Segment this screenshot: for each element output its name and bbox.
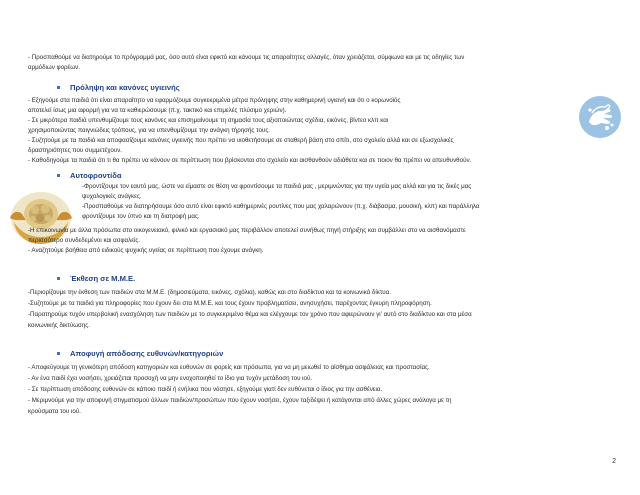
body-line: - Αποφεύγουμε τη γενικότερη απόδοση κατηγοριών και ευθυνών σε φορείς και πρόσωπα, για να μη μειωθεί το αίσθημα ασφάλειας και προστασίας.	[28, 364, 430, 371]
body-line: φροντίζουμε τον ύπνο και τη διατροφή μας.	[82, 213, 200, 220]
bullet-marker	[57, 352, 60, 355]
body-line: χρησιμοποιώντας παιγνιώδεις τρόπους, για να υπενθυμίζουμε την ανάγκη τήρησής τους.	[28, 127, 271, 134]
bullet-marker	[57, 86, 60, 89]
body-line: αποτελεί ίσως μια αφορμή για να τα καθιερώσουμε (π.χ. τακτικό και επιμελές πλύσιμο χεριών).	[28, 107, 287, 114]
page-number: 2	[612, 458, 616, 465]
section-heading-media: Έκθεση σε Μ.Μ.Ε.	[70, 274, 136, 283]
body-line: κοινωνικής δικτύωσης.	[28, 322, 90, 329]
body-line: -Συζητούμε με τα παιδιά για πληροφορίες που έχουν δει στα Μ.Μ.Ε. και τους έχουν προβληματίσει, ανησυχήσει, παρέχοντας έγκυρη πληροφόρηση.	[28, 300, 432, 307]
body-line: δραστηριότητες που συμμετέχουν.	[28, 147, 123, 154]
body-line: - Σε περίπτωση απόδοσης ευθυνών σε κάποιο παιδί ή ενήλικα που νόσησε, εξηγούμε γιατί δεν ευθύνεται ο ίδιος για την ασθένεια.	[28, 386, 383, 393]
body-line: - Καθοδηγούμε τα παιδιά ότι τι θα πρέπει να κάνουν σε περίπτωση που βρίσκονται στο σχολείο και αισθανθούν αδιάθετα και σε ποιον θα πρέπει να απευθυνθούν.	[28, 157, 472, 164]
body-line: - Αν ένα παιδί έχει νοσήσει, χρειάζεται προσοχή να μην ενοχοποιηθεί το ίδιο για τυχόν μετάδοση του ιού.	[28, 375, 313, 382]
section-heading-prevention: Πρόληψη και κανόνες υγιεινής	[70, 83, 180, 92]
body-line: - Συζητούμε με τα παιδιά και αποφασίζουμε κανόνες υγιεινής που πρέπει να υιοθετήσουμε σε σταθερή βάση στο σπίτι, στο σχολείο αλλά και σε εξωσχολικές	[28, 137, 454, 144]
body-line: - Σε μικρότερα παιδιά υπενθυμίζουμε τους κανόνες και επισημαίνουμε τη σημασία τους αξιοποιώντας σχέδια, εικόνες, βίντεο κλπ και	[28, 117, 389, 124]
body-line: -Φροντίζουμε τον εαυτό μας, ώστε να είμαστε σε θέση να φροντίσουμε τα παιδιά μας , μεριμνώντας για την υγεία μας αλλά και για τις δικές μας	[82, 183, 472, 190]
body-line: - Εξηγούμε στα παιδιά ότι είναι απαραίτητο να εφαρμόζουμε συγκεκριμένα μέτρα πρόληψης στην καθημερινή υγιεινή και ότι ο κορωνοϊός	[28, 97, 401, 104]
bullet-marker	[57, 174, 60, 177]
body-line: -Παρατηρούμε τυχόν υπερβολική ενασχόληση των παιδιών με το συγκεκριμένο θέμα και ελέγχουμε τον χρόνο που αφιερώνουν γι' αυτό στο διαδίκτυο και στα μέσα	[28, 311, 472, 318]
body-line: -Η επικοινωνία με άλλα πρόσωπα στο οικογενειακό, φιλικό και εργασιακό μας περιβάλλον αποτελεί συνήθως πηγή στήριξης και συμβάλλει στο να αισθανόμαστε	[28, 227, 466, 234]
body-line: -Περιορίζουμε την έκθεση των παιδιών στα Μ.Μ.Ε. (δημοσιεύματα, εικόνες, σχόλια), καθώς και στο διαδίκτυο και τα κοινωνικά δίκτυα.	[28, 289, 391, 296]
body-line: - Μεριμνούμε για την αποφυγή στιγματισμού άλλων παιδιών/προσώπων που έχουν νοσήσει, έχουν ταξιδέψει ή κατάγονται από άλλες χώρες ανάλογα με τη	[28, 397, 452, 404]
bullet-marker	[57, 277, 60, 280]
handwash-icon	[578, 95, 622, 139]
intro-line: αρμόδιων φορέων.	[28, 64, 80, 71]
body-line: περισσότερο συνδεδεμένοι και ασφαλείς.	[28, 237, 141, 244]
section-heading-blame: Αποφυγή απόδοσης ευθυνών/κατηγοριών	[70, 349, 224, 358]
section-heading-self-care: Αυτοφροντίδα	[70, 171, 122, 180]
body-line: ψυχολογικές ανάγκες.	[82, 193, 142, 200]
body-line: -Προσπαθούμε να διατηρήσουμε όσο αυτό είναι εφικτό καθημερινές ρουτίνες που μας χαλαρώνουν (π.χ. διάβασμα, μουσική, κλπ) και παράλληλα	[82, 203, 480, 210]
body-line: - Αναζητούμε βοήθεια από ειδικούς ψυχικής υγείας σε περίπτωση που έχουμε ανάγκη.	[28, 247, 264, 254]
body-line: κρούσματα του ιού.	[28, 408, 81, 415]
intro-line: - Προσπαθούμε να διατηρούμε το πρόγραμμά μας, όσο αυτό είναι εφικτό και κάνουμε τις απαραίτητες αλλαγές, όταν χρειάζεται, σύμφωνα και με τις οδηγίες των	[28, 54, 465, 61]
